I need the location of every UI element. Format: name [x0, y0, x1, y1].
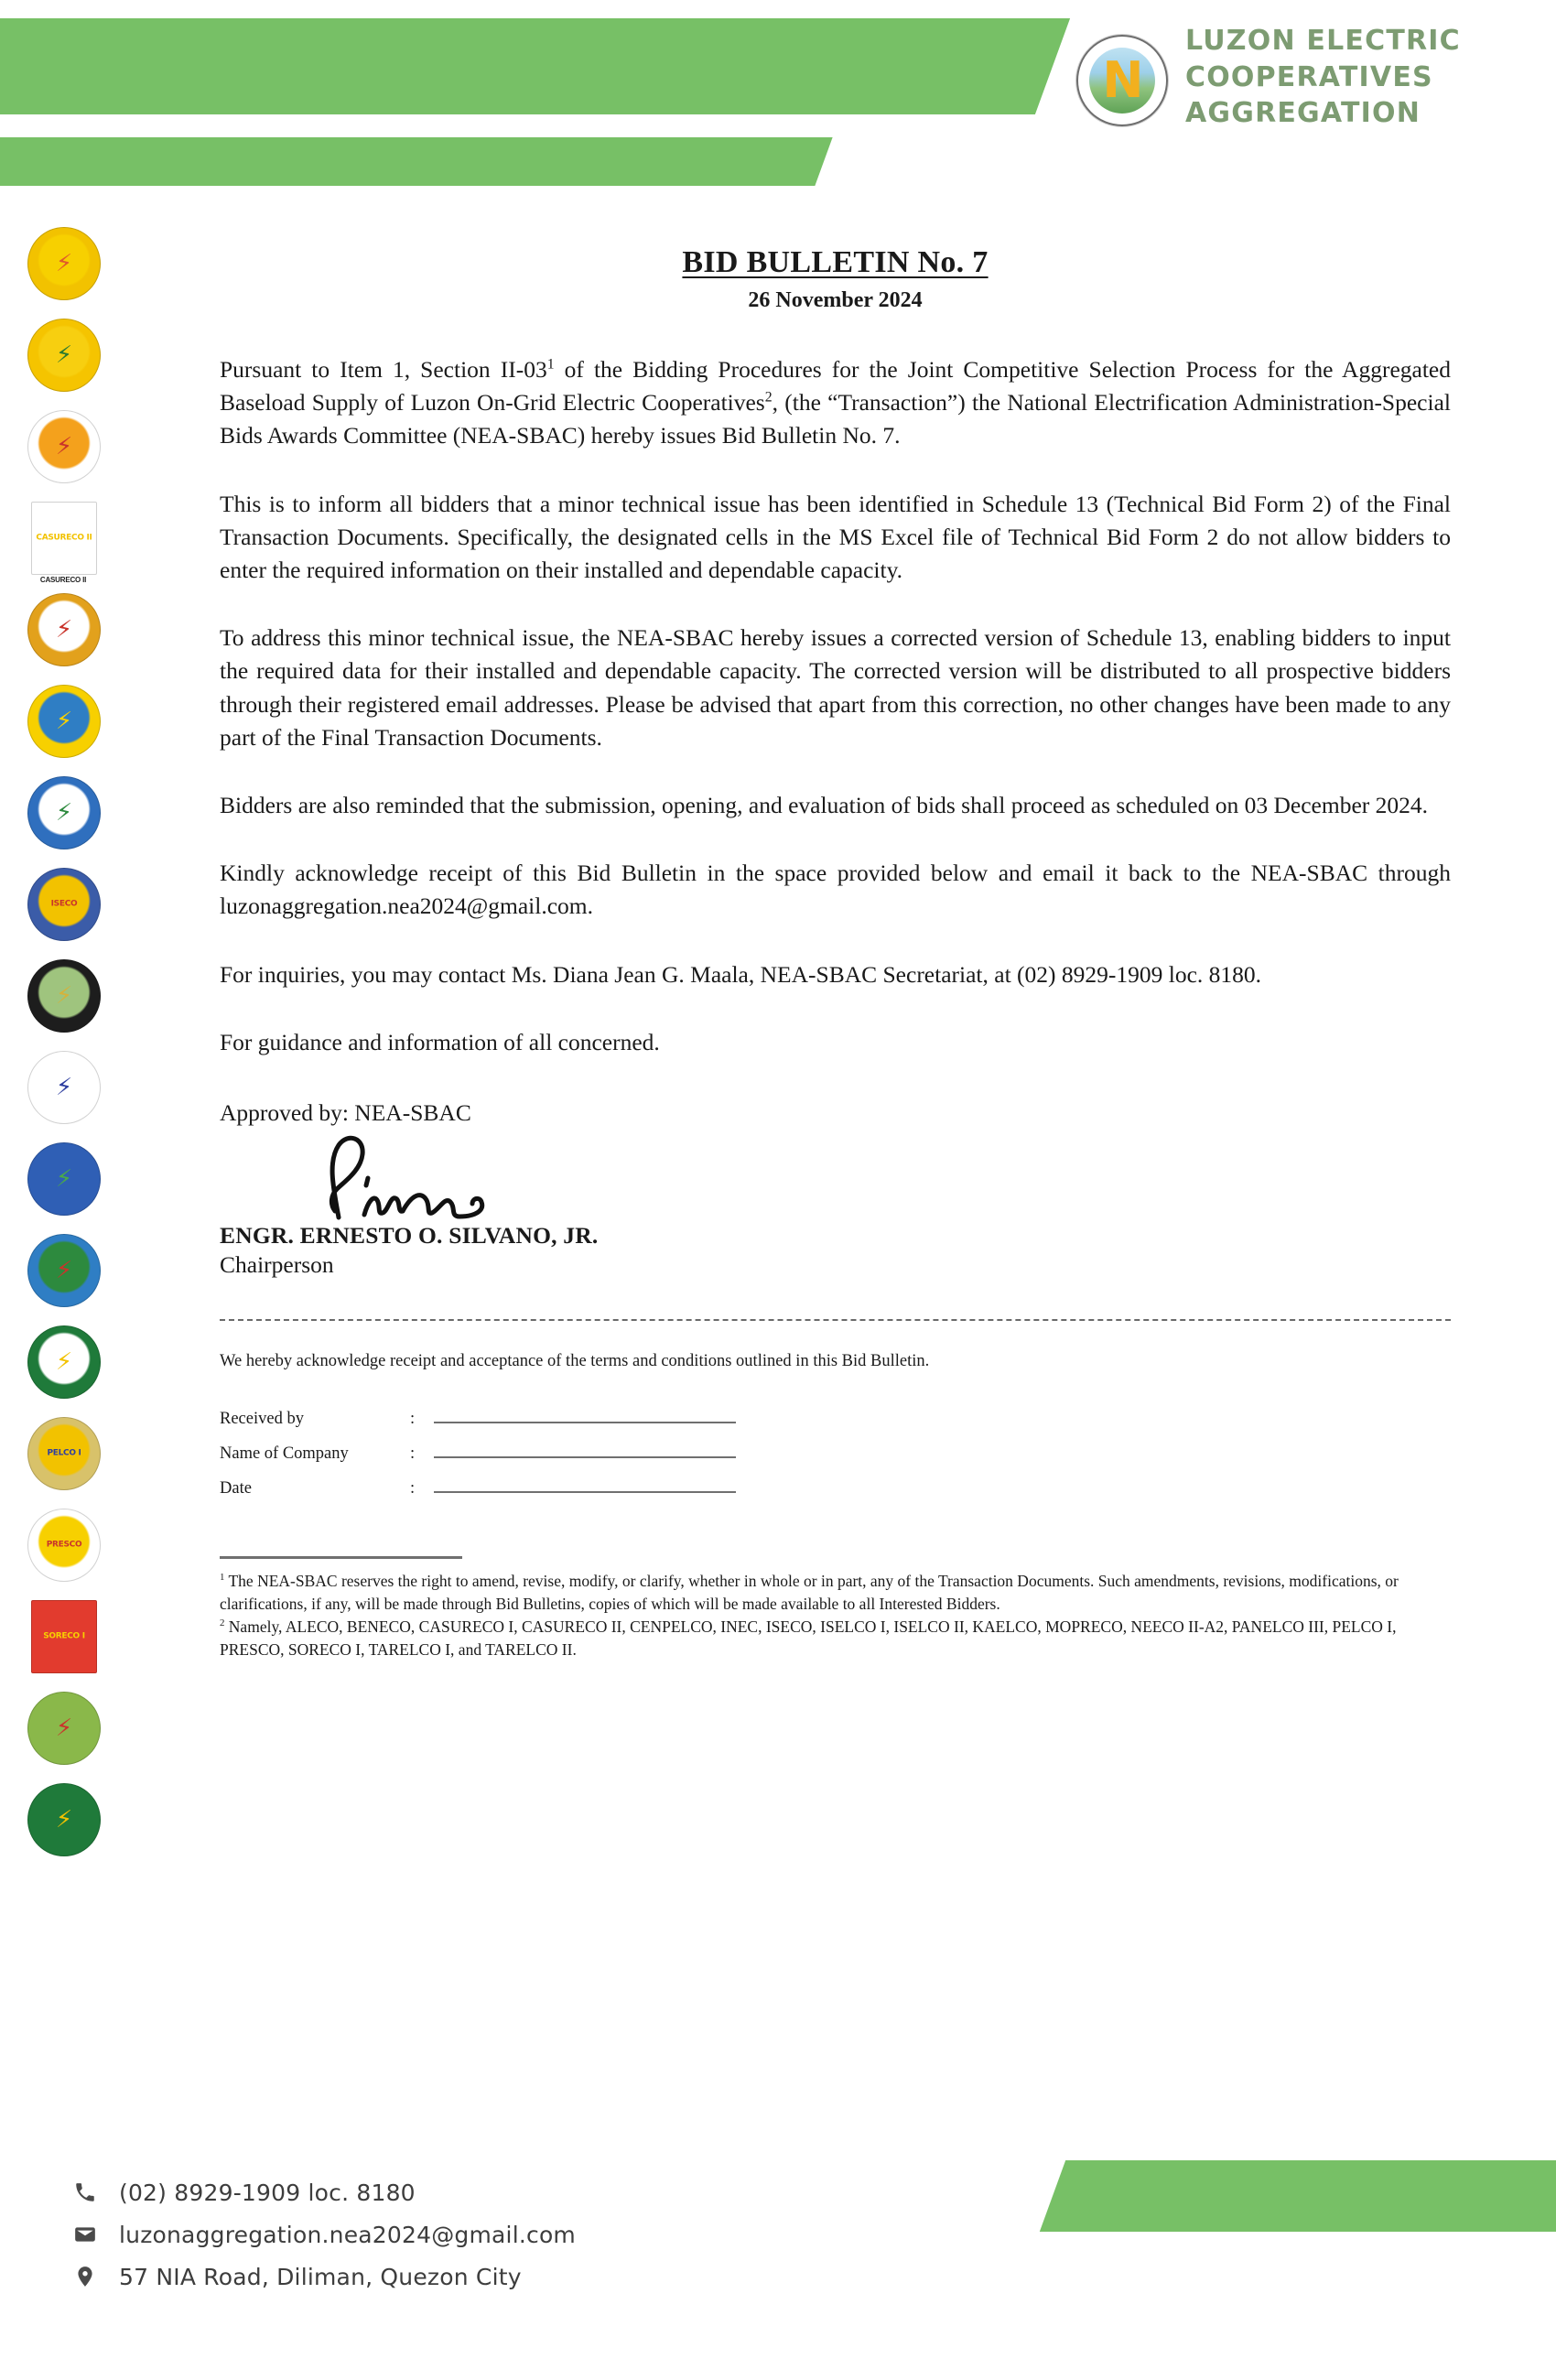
coop-logo-emblem: SORECO I	[43, 1631, 85, 1641]
footnote-1: $^1$ The NEA-SBAC reserves the right to amend, revise, modify, or clarify, whether in whole or in part, any of the Transaction Documents. Such amendments, revisions, modifications, or clarifications, if any, will be made through Bid Bulletins, copies of which will be made available to all Interested Bidders.	[220, 1572, 1399, 1613]
cut-here-divider	[220, 1319, 1451, 1321]
footer-banner	[0, 2133, 1556, 2380]
envelope-icon	[71, 2221, 99, 2248]
phone-icon	[71, 2179, 99, 2206]
acknowledgment-field-row	[220, 1474, 736, 1509]
footnote-ref-2: 2	[764, 389, 773, 406]
signature-image	[311, 1130, 567, 1222]
header-banner	[0, 0, 1556, 188]
coop-logo-emblem: CASURECO II	[36, 533, 92, 543]
coop-logo-cenpelco	[20, 588, 106, 674]
acknowledgment-field-label: Received by	[220, 1410, 304, 1429]
nea-seal-logo	[1075, 34, 1169, 127]
coop-logo-neeco-ii-a2	[20, 1228, 106, 1314]
coop-logo-aleco	[20, 222, 106, 308]
brand-title-line-2: COOPERATIVES	[1185, 60, 1433, 93]
coop-logo-mark	[27, 1509, 101, 1582]
coop-logo-mark	[27, 410, 101, 483]
acknowledgment-field-input-cell[interactable]	[434, 1404, 736, 1439]
paragraph-5-acknowledge-request: Kindly acknowledge receipt of this Bid Bulletin in the space provided below and email it back to the NEA-SBAC through luzonaggregation.nea2024@gmail.com.	[220, 860, 1451, 920]
coop-logo-tarelco-i	[20, 1686, 106, 1772]
footnote-ref-1: 1	[546, 356, 555, 373]
coop-logo-iselco-i	[20, 862, 106, 948]
coop-logo-emblem: ⚡	[55, 433, 73, 460]
nea-seal-outer-ring	[1076, 35, 1168, 126]
coop-logo-emblem: PELCO I	[47, 1448, 81, 1458]
coop-logo-beneco	[20, 313, 106, 399]
coop-logo-emblem: ⚡	[55, 250, 73, 277]
acknowledgment-field-row	[220, 1404, 736, 1439]
signer-name: ENGR. ERNESTO O. SILVANO, JR.	[220, 1222, 599, 1250]
paragraph-2: This is to inform all bidders that a minor technical issue has been identified in Schedule 13 (Technical Bid Form 2) of the Final Transaction Documents. Specifically, the designated cells in the MS Excel file of Technical Bid Form 2 do not allow bidders to enter the required information on their installed and dependable capacity.	[220, 490, 1451, 584]
coop-logo-mark	[27, 227, 101, 300]
brand-title-group	[1185, 23, 1461, 132]
coop-logo-mark	[27, 959, 101, 1033]
coop-logo-tarelco-ii	[20, 1778, 106, 1864]
acknowledgment-field-input[interactable]	[434, 1439, 736, 1458]
coop-logo-emblem: ⚡	[55, 341, 73, 369]
header-green-band-lower	[0, 137, 833, 186]
coop-logo-rail	[20, 222, 137, 1869]
coop-logo-panelco-iii	[20, 1320, 106, 1406]
coop-logo-emblem: ⚡	[55, 708, 73, 735]
coop-logo-mark	[27, 1142, 101, 1216]
coop-logo-mark	[27, 1783, 101, 1856]
paragraph-7-guidance: For guidance and information of all concerned.	[220, 1028, 660, 1055]
coop-logo-emblem: ⚡	[55, 1806, 73, 1834]
coop-logo-pelco-i	[20, 1412, 106, 1498]
coop-logo-emblem: ISECO	[50, 899, 78, 909]
document-body	[220, 245, 1451, 1661]
paragraph-4: Bidders are also reminded that the submission, opening, and evaluation of bids shall proceed as scheduled on 03 December 2024.	[220, 792, 1428, 819]
contact-row-address	[71, 2263, 576, 2290]
acknowledgment-field-label: Name of Company	[220, 1444, 349, 1464]
document-date: 26 November 2024	[748, 288, 923, 312]
coop-logo-mark	[27, 319, 101, 392]
approved-by-line: Approved by: NEA-SBAC	[220, 1099, 471, 1127]
coop-logo-mark	[27, 593, 101, 666]
footer-contact-list	[71, 2179, 576, 2290]
footnote-2: $^2$ Namely, ALECO, BENECO, CASURECO I, CASURECO II, CENPELCO, INEC, ISECO, ISELCO I, ISELCO II, KAELCO, MOPRECO, NEECO II-A2, PANELCO III, PELCO I, PRESCO, SORECO I, TARELCO I, and TARELCO II.	[220, 1617, 1397, 1659]
header-green-band-upper	[0, 18, 1070, 114]
coop-logo-emblem: ⚡	[55, 799, 73, 827]
acknowledgment-field-input[interactable]	[434, 1404, 736, 1423]
coop-logo-casureco-ii	[20, 496, 106, 582]
contact-row-email	[71, 2221, 576, 2248]
contact-row-phone	[71, 2179, 576, 2206]
coop-logo-mark	[27, 1692, 101, 1765]
acknowledgment-field-row	[220, 1439, 736, 1474]
paragraph-3: To address this minor technical issue, the NEA-SBAC hereby issues a corrected version of Schedule 13, enabling bidders to input the required data for their installed and dependable capacity. The corrected version will be distributed to all prospective bidders through their registered email addresses. Please be advised that apart from this correction, no other changes have been made to any part of the Final Transaction Documents.	[220, 624, 1451, 751]
footnote-separator	[220, 1556, 462, 1559]
acknowledgment-form	[220, 1404, 736, 1509]
footer-green-band	[1040, 2160, 1556, 2232]
coop-logo-emblem: ⚡	[55, 1257, 73, 1284]
coop-logo-mopreco	[20, 1137, 106, 1223]
acknowledgment-field-colon: :	[410, 1410, 416, 1429]
location-pin-icon	[71, 2263, 99, 2290]
acknowledgment-field-input-cell[interactable]	[434, 1439, 736, 1474]
brand-title-line-1: LUZON ELECTRIC	[1185, 25, 1461, 57]
page-title	[220, 245, 1451, 280]
coop-logo-emblem: ⚡	[55, 1715, 73, 1742]
acknowledgment-field-label: Date	[220, 1479, 252, 1498]
coop-logo-mark	[31, 1600, 97, 1673]
coop-logo-emblem: ⚡	[55, 616, 73, 644]
coop-logo-mark	[27, 1234, 101, 1307]
brand-block	[1075, 23, 1461, 132]
coop-logo-mark	[31, 502, 97, 575]
signature-area	[220, 1134, 1451, 1222]
coop-logo-emblem: ⚡	[55, 982, 73, 1010]
acknowledgment-field-input-cell[interactable]	[434, 1474, 736, 1509]
acknowledgment-field-colon: :	[410, 1479, 416, 1498]
coop-logo-mark	[27, 1417, 101, 1490]
acknowledgment-field-input[interactable]	[434, 1474, 736, 1493]
coop-logo-mark	[27, 1051, 101, 1124]
footnote-marker: 2	[220, 1617, 225, 1628]
coop-logo-emblem: ⚡	[55, 1165, 73, 1193]
page-title-underline: BID BULLETIN No. 7	[682, 245, 989, 279]
acknowledgment-statement: We hereby acknowledge receipt and acceptance of the terms and conditions outlined in this Bid Bulletin.	[220, 1352, 930, 1371]
nea-seal-letter: N	[1102, 51, 1142, 109]
coop-logo-mark	[27, 776, 101, 849]
coop-logo-inec	[20, 679, 106, 765]
contact-phone-text: (02) 8929-1909 loc. 8180	[119, 2179, 416, 2206]
coop-logo-soreco-i	[20, 1595, 106, 1681]
coop-logo-emblem: ⚡	[55, 1074, 73, 1101]
contact-address-text: 57 NIA Road, Diliman, Quezon City	[119, 2263, 522, 2290]
coop-logo-mark	[27, 868, 101, 941]
coop-logo-kaelco	[20, 1045, 106, 1131]
acknowledgment-field-colon: :	[410, 1444, 416, 1464]
coop-logo-iseco	[20, 771, 106, 857]
coop-logo-casureco-i	[20, 405, 106, 491]
coop-logo-caption: CASURECO II	[39, 576, 87, 584]
contact-email-text: luzonaggregation.nea2024@gmail.com	[119, 2221, 576, 2248]
paragraph-6-inquiries: For inquiries, you may contact Ms. Diana Jean G. Maala, NEA-SBAC Secretariat, at (02) 8929-1909 loc. 8180.	[220, 960, 1262, 988]
footnote-marker: 1	[220, 1572, 225, 1584]
coop-logo-mark	[27, 1325, 101, 1399]
signer-role: Chairperson	[220, 1251, 334, 1279]
coop-logo-mark	[27, 685, 101, 758]
coop-logo-emblem: PRESCO	[46, 1540, 82, 1550]
brand-title-line-3: AGGREGATION	[1185, 97, 1421, 130]
paragraph-1: Pursuant to Item 1, Section $II-03^1$ of the Bidding Procedures for the Joint Competitive Selection Process for the Aggregated Baseload Supply of Luzon On-Grid Electric Cooperatives$^2$, (the “Transaction”) the National Electrification Administration-Special Bids Awards Committee (NEA-SBAC) hereby issues Bid Bulletin No. 7.	[220, 356, 1452, 449]
coop-logo-iselco-ii	[20, 954, 106, 1040]
coop-logo-presco	[20, 1503, 106, 1589]
coop-logo-emblem: ⚡	[55, 1348, 73, 1376]
